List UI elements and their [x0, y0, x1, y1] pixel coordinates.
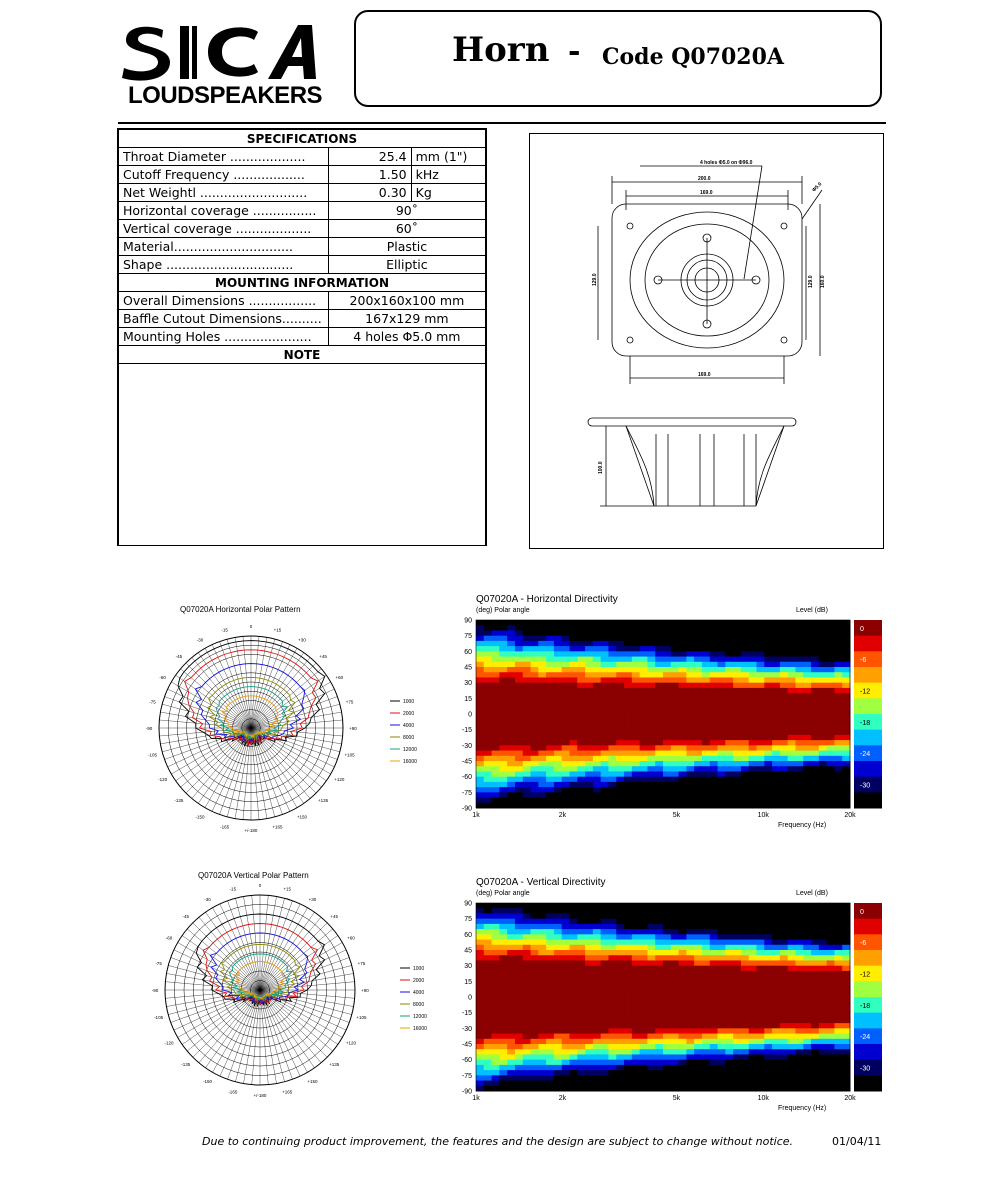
polar-h-title: Q07020A Horizontal Polar Pattern [180, 605, 301, 614]
legend-label: 4000 [403, 723, 415, 729]
polar-v-title: Q07020A Vertical Polar Pattern [198, 871, 309, 880]
polar-angle-label: +60 [335, 675, 344, 680]
level-scale-label: 0 [860, 625, 864, 633]
polar-angle-label: +45 [330, 913, 339, 919]
drawing-dim-129-left: 129.0 [592, 273, 598, 286]
legend-label: 8000 [403, 735, 415, 741]
y-tick-label: 75 [464, 633, 472, 641]
drawing-dim-100: 100.0 [598, 461, 604, 474]
polar-angle-label: -90 [145, 726, 153, 731]
dir-v-ylabel: (deg) Polar angle [476, 890, 530, 897]
level-scale-label: -12 [860, 688, 871, 696]
drawing-dim-169-bottom: 169.0 [698, 372, 711, 378]
dir-v-title: Q07020A - Vertical Directivity [476, 877, 606, 888]
level-scale-label: -30 [860, 782, 871, 790]
dir-h-level-label: Level (dB) [796, 607, 828, 614]
dir-h-ylabel: (deg) Polar angle [476, 607, 530, 614]
level-scale-swatch [854, 667, 882, 683]
level-scale-swatch [854, 620, 882, 636]
y-tick-label: -15 [461, 1010, 472, 1018]
title-dash: - [568, 34, 581, 69]
section-note: NOTE [119, 346, 486, 364]
polar-angle-label: +15 [283, 886, 291, 892]
y-tick-label: -75 [461, 789, 472, 797]
spec-row-weight: Net Weightl ........................... 0.30 Kg [119, 184, 486, 202]
polar-angle-label: -15 [229, 886, 237, 892]
polar-angle-label: 0 [249, 624, 253, 629]
polar-angle-label: -105 [147, 752, 157, 758]
mount-row-cutout: Baffle Cutout Dimensions.......... 167x129 mm [119, 310, 486, 328]
y-tick-label: -30 [461, 1025, 472, 1033]
horizontal-directivity-chart [452, 590, 892, 830]
level-scale-label: -18 [860, 1002, 871, 1010]
horn-dimension-drawing [530, 134, 883, 548]
polar-angle-label: +15 [273, 627, 282, 633]
title-box [354, 10, 882, 107]
vertical-directivity-chart [452, 873, 892, 1113]
y-tick-label: -90 [461, 1088, 472, 1096]
level-scale-swatch [854, 981, 882, 997]
spec-row-shape: Shape ................................ Elliptic [119, 256, 486, 274]
level-scale-swatch [854, 1044, 882, 1060]
header-divider [118, 122, 886, 124]
level-scale-swatch [854, 1013, 882, 1029]
x-tick-label: 20k [844, 812, 856, 819]
y-tick-label: -30 [461, 742, 472, 750]
drawing-dim-169-top: 169.0 [700, 190, 713, 196]
polar-angle-label: -150 [202, 1078, 213, 1084]
x-tick-label: 5k [672, 1095, 681, 1102]
level-scale-swatch [854, 919, 882, 935]
polar-angle-label: +105 [356, 1015, 367, 1021]
level-scale-swatch [854, 636, 882, 652]
specifications-table [117, 128, 487, 546]
dir-v-xlabel: Frequency (Hz) [778, 1105, 827, 1112]
drawing-dim-160: 160.0 [820, 275, 826, 288]
legend-label: 16000 [413, 1026, 427, 1032]
polar-angle-label: -15 [221, 627, 228, 633]
polar-angle-label: +150 [296, 814, 308, 820]
x-tick-label: 5k [672, 812, 681, 819]
polar-angle-label: +120 [345, 1040, 357, 1046]
legend-label: 2000 [413, 978, 425, 984]
y-tick-label: 90 [464, 900, 472, 908]
legend-label: 12000 [413, 1014, 427, 1020]
technical-drawing [529, 133, 884, 549]
horizontal-polar-chart [145, 598, 450, 848]
polar-angle-label: -150 [195, 814, 205, 820]
level-scale-swatch [854, 792, 882, 808]
polar-angle-label: +135 [318, 798, 329, 804]
section-specifications: SPECIFICATIONS [119, 130, 486, 148]
x-tick-label: 20k [844, 1095, 856, 1102]
vertical-polar-chart [150, 868, 450, 1118]
product-title: Horn [452, 30, 550, 70]
x-tick-label: 1k [472, 812, 480, 819]
mount-row-holes: Mounting Holes ...................... 4 holes Φ5.0 mm [119, 328, 486, 346]
polar-angle-label: +75 [345, 699, 354, 705]
polar-angle-label: +120 [334, 777, 345, 782]
level-scale-swatch [854, 934, 882, 950]
level-scale-label: -30 [860, 1065, 871, 1073]
x-tick-label: 2k [558, 812, 567, 819]
level-scale-label: -6 [860, 657, 867, 665]
level-scale-swatch [854, 950, 882, 966]
drawing-holes-label: 4 holes Φ5.0 on Φ96.0 [700, 160, 753, 166]
polar-angle-label: -165 [228, 1089, 238, 1095]
polar-angle-label: +105 [344, 752, 355, 758]
y-tick-label: -45 [461, 1041, 472, 1049]
level-scale-swatch [854, 761, 882, 777]
spec-row-material: Material.............................. Plastic [119, 238, 486, 256]
legend-label: 12000 [403, 747, 417, 753]
y-tick-label: 30 [464, 963, 472, 971]
footer-date: 01/04/11 [832, 1135, 882, 1148]
y-tick-label: 75 [464, 916, 472, 924]
polar-angle-label: -60 [165, 935, 173, 941]
polar-angle-label: -165 [220, 824, 230, 830]
polar-angle-label: +45 [319, 653, 327, 659]
sica-logo [118, 22, 323, 108]
polar-angle-label: +90 [349, 726, 357, 731]
spec-row-cutoff: Cutoff Frequency .................. 1.50 kHz [119, 166, 486, 184]
y-tick-label: 60 [464, 931, 472, 939]
level-scale-label: -18 [860, 719, 871, 727]
legend-label: 4000 [413, 990, 425, 996]
y-tick-label: 15 [464, 695, 472, 703]
legend-label: 8000 [413, 1002, 425, 1008]
y-tick-label: 0 [468, 711, 472, 719]
y-tick-label: 0 [468, 994, 472, 1002]
polar-angle-label: -75 [155, 960, 162, 966]
legend-label: 1000 [413, 966, 425, 972]
polar-angle-label: -60 [159, 675, 166, 680]
drawing-dim-200: 200.0 [698, 176, 711, 182]
drawing-dim-129-right: 129.0 [808, 275, 814, 288]
polar-angle-label: +150 [307, 1078, 318, 1084]
polar-angle-label: +30 [308, 897, 317, 903]
footer-disclaimer: Due to continuing product improvement, the features and the design are subject to change without notice. [202, 1135, 794, 1148]
legend-label: 16000 [403, 759, 417, 765]
level-scale-label: -24 [860, 1034, 871, 1042]
level-scale-swatch [854, 730, 882, 746]
note-body [119, 364, 486, 546]
polar-angle-label: +90 [361, 988, 369, 993]
sica-logo-wordmark [118, 22, 323, 82]
section-mounting: MOUNTING INFORMATION [119, 274, 486, 292]
polar-angle-label: +135 [329, 1062, 340, 1068]
y-tick-label: -15 [461, 727, 472, 735]
y-tick-label: 30 [464, 680, 472, 688]
y-tick-label: -60 [461, 774, 472, 782]
polar-angle-label: -30 [196, 637, 204, 643]
legend-label: 2000 [403, 711, 415, 717]
polar-angle-label: -135 [174, 798, 184, 804]
spec-row-horizontal: Horizontal coverage ................ 90˚ [119, 202, 486, 220]
level-scale-swatch [854, 903, 882, 919]
y-tick-label: -90 [461, 805, 472, 813]
polar-angle-label: -135 [181, 1062, 191, 1068]
polar-angle-label: +/-180 [253, 1093, 267, 1098]
polar-angle-label: -45 [175, 653, 183, 659]
polar-angle-label: +60 [347, 935, 355, 941]
logo-subtitle: LOUDSPEAKERS [128, 82, 323, 109]
level-scale-label: -12 [860, 971, 871, 979]
y-tick-label: 45 [464, 947, 472, 955]
polar-angle-label: -30 [204, 897, 211, 903]
level-scale-swatch [854, 698, 882, 714]
level-scale-swatch [854, 651, 882, 667]
y-tick-label: -75 [461, 1072, 472, 1080]
dir-h-title: Q07020A - Horizontal Directivity [476, 594, 618, 605]
mount-row-overall: Overall Dimensions ................. 200x160x100 mm [119, 292, 486, 310]
polar-angle-label: +165 [282, 1089, 293, 1095]
spec-row-vertical: Vertical coverage ................... 60˚ [119, 220, 486, 238]
product-code: Code Q07020A [602, 44, 784, 70]
y-tick-label: -45 [461, 758, 472, 766]
level-scale-swatch [854, 1075, 882, 1091]
drawing-dim-hole: Φ5.0 [811, 181, 824, 194]
y-tick-label: 60 [464, 648, 472, 656]
dir-h-xlabel: Frequency (Hz) [778, 822, 827, 829]
polar-angle-label: -120 [158, 777, 168, 782]
dir-v-level-label: Level (dB) [796, 890, 828, 897]
polar-angle-label: -90 [151, 988, 159, 993]
polar-angle-label: -45 [182, 913, 190, 919]
polar-angle-label: -105 [154, 1015, 164, 1021]
level-scale-label: -24 [860, 751, 871, 759]
level-scale-label: 0 [860, 908, 864, 916]
x-tick-label: 10k [757, 812, 769, 819]
polar-angle-label: +30 [298, 637, 306, 643]
y-tick-label: 15 [464, 978, 472, 986]
x-tick-label: 10k [757, 1095, 769, 1102]
x-tick-label: 1k [472, 1095, 480, 1102]
polar-angle-label: -75 [149, 699, 156, 705]
polar-angle-label: +75 [357, 960, 366, 966]
polar-angle-label: +165 [272, 824, 283, 830]
x-tick-label: 2k [558, 1095, 567, 1102]
polar-angle-label: 0 [258, 883, 262, 888]
level-scale-label: -6 [860, 940, 867, 948]
legend-label: 1000 [403, 699, 415, 705]
y-tick-label: 90 [464, 617, 472, 625]
y-tick-label: 45 [464, 664, 472, 672]
y-tick-label: -60 [461, 1057, 472, 1065]
polar-angle-label: -120 [164, 1040, 174, 1046]
polar-angle-label: +/-180 [244, 828, 258, 833]
spec-row-throat: Throat Diameter ................... 25.4 mm (1") [119, 148, 486, 166]
